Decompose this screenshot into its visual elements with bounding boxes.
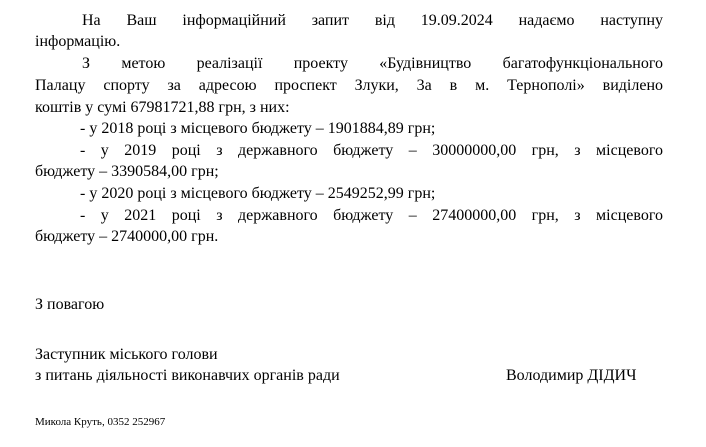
project-line-1: З метою реалізації проекту «Будівництво багатофункціонального: [82, 55, 663, 72]
closing-greeting: З повагою: [35, 296, 105, 313]
funding-item-2020: - у 2020 році з місцевого бюджету – 2549252,99 грн;: [80, 185, 436, 202]
funding-item-2018: - у 2018 році з місцевого бюджету – 1901884,89 грн;: [80, 120, 436, 137]
intro-line-1: На Ваш інформаційний запит від 19.09.2024 надаємо наступну: [82, 12, 663, 29]
funding-item-2021-line-2: бюджету – 2740000,00 грн.: [35, 228, 219, 245]
intro-line-2: інформацію.: [35, 33, 121, 50]
project-line-3: коштів у сумі 67981721,88 грн, з них:: [35, 99, 290, 116]
signer-position-line-1: Заступник міського голови: [35, 346, 218, 363]
funding-item-2019-line-1: - у 2019 році з державного бюджету – 30000000,00 грн, з місцевого: [80, 142, 663, 159]
funding-item-2021-line-1: - у 2021 році з державного бюджету – 27400000,00 грн, з місцевого: [80, 207, 663, 224]
signer-name: Володимир ДІДИЧ: [506, 367, 637, 384]
executor-contact: Микола Круть, 0352 252967: [35, 416, 166, 428]
funding-item-2019-line-2: бюджету – 3390584,00 грн;: [35, 163, 219, 180]
project-line-2: Палацу спорту за адресою проспект Злуки, 3а в м. Тернополі» виділено: [35, 77, 663, 94]
signer-position-line-2: з питань діяльності виконавчих органів ради: [35, 367, 340, 384]
